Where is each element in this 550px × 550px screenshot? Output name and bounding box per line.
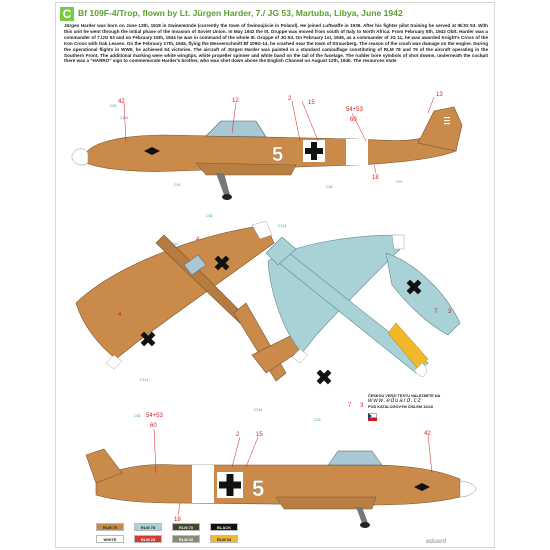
- callout-2: 2: [288, 96, 292, 102]
- right-side-profile: [86, 449, 476, 528]
- callout-15-bottom: 15: [256, 432, 263, 438]
- brand-logo: eduard: [426, 539, 447, 545]
- callout-60-bottom: 60: [150, 423, 157, 429]
- note-line-1: ČESKOU VERZI TEXTU NALEZNETE NA: [368, 394, 441, 398]
- lower-surface-view: [266, 235, 460, 384]
- note-catalog-line: POD KATALOGOVÝM ČÍSLEM 11116: [368, 405, 434, 409]
- upper-surface-view: [76, 221, 306, 381]
- callout-12: 12: [232, 98, 239, 104]
- callout-5453: 54+53: [346, 107, 363, 113]
- left-side-profile: [72, 107, 462, 200]
- callout-7b: 7: [348, 403, 352, 409]
- fuselage-number-bottom: 5: [252, 476, 265, 501]
- swatch-black: BLACK: [210, 523, 238, 531]
- stencil-c82: C82: [326, 185, 333, 189]
- stencil-c114: C114: [140, 378, 149, 382]
- stencil-c82b: C82: [206, 214, 213, 218]
- decal-sheet: [55, 2, 495, 548]
- callout-5453-bottom: 54+53: [146, 413, 163, 419]
- callout-3b: 3: [360, 403, 364, 409]
- stencil-c53: C53: [110, 104, 117, 108]
- website-url[interactable]: www.eduard.cz: [368, 398, 422, 404]
- stencil-c114b: C114: [278, 224, 287, 228]
- swatch-rlm23: RLM 23: [134, 535, 162, 543]
- swatch-rlm70: RLM 70: [172, 523, 200, 531]
- callout-4b: 4: [118, 312, 122, 318]
- callout-7a: 7: [434, 309, 438, 315]
- stencil-c116: C116: [120, 116, 129, 120]
- czech-flag-icon: [368, 413, 377, 419]
- callout-3a: 3: [448, 309, 452, 315]
- callout-18: 18: [372, 175, 379, 181]
- callout-2-bottom: 2: [236, 432, 240, 438]
- callout-4a: 4: [196, 237, 200, 243]
- aircraft-artwork: [56, 3, 495, 548]
- swatch-rlm04: RLM 04: [210, 535, 238, 543]
- stencil-c92: C92: [174, 183, 181, 187]
- stencil-c92b: C92: [314, 418, 321, 422]
- stencil-c97: C97: [396, 180, 403, 184]
- profile-title: Bf 109F-4/Trop, flown by Lt. Jürgen Harder, 7./ JG 53, Martuba, Libya, June 1942: [78, 8, 403, 18]
- swatch-rlm79: RLM 79: [96, 523, 124, 531]
- swatch-white: WHITE: [96, 535, 124, 543]
- callout-60: 60: [350, 117, 357, 123]
- pilot-biography: Jürgen Harder was born on June 13th, 1918 in Swinemünde (currently the town of Świnoujście in Poland). He joined Luftwaffe in 1939. After his fighter pilot training he served at III/JG 53. With this unit he went through the initial phase of the invasion of Soviet Union. In May 1942 the III. Gruppe was moved from south of Italy to North Africa. From February 5th, 1943 Oblt. Harder was a commander of 7./JG 53 and on February 15th, 1944 he was in command of the whole III. Gruppe of JG 53. On February 1st, 1945, as a commander of JG 11, he was awarded Knight's Cross of the Iron Cross with Oak Leaves. On the February 17th, 1945, flying the Messerschmitt Bf 109G-14, he crashed near the town of Strausberg. The reason of the crash was damage on the engine. During the operational flights in WWII, he achieved 64 victories. The aircraft of Jürgen Harder was painted in a standard camouflage constituting of RLM 78 and 79 of the aircraft operating in the Southern Front. The additional marking were white wingtips, white propeller spinner and white band on the tail of the fuselage. The rudder bore symbols of shot downs, underneath the cockpit there was a "HARRO" sign to commemorate Harder's brother, who was shot down above the English Channel on August 12th, 1940. The resources state: [64, 23, 489, 64]
- callout-13: 13: [436, 92, 443, 98]
- stencil-c82c: C82: [134, 414, 141, 418]
- swatch-rlm78: RLM 78: [134, 523, 162, 531]
- stencil-c110: C110: [170, 242, 179, 246]
- callout-18-bottom: 18: [174, 517, 181, 523]
- profile-letter-badge: C: [60, 7, 74, 21]
- stencil-c116b: C116: [254, 408, 263, 412]
- callout-42-bottom: 42: [424, 431, 431, 437]
- fuselage-number-top: 5: [272, 144, 284, 166]
- callout-15: 15: [308, 100, 315, 106]
- callout-42: 42: [118, 99, 125, 105]
- swatch-rlm02: RLM 02: [172, 535, 200, 543]
